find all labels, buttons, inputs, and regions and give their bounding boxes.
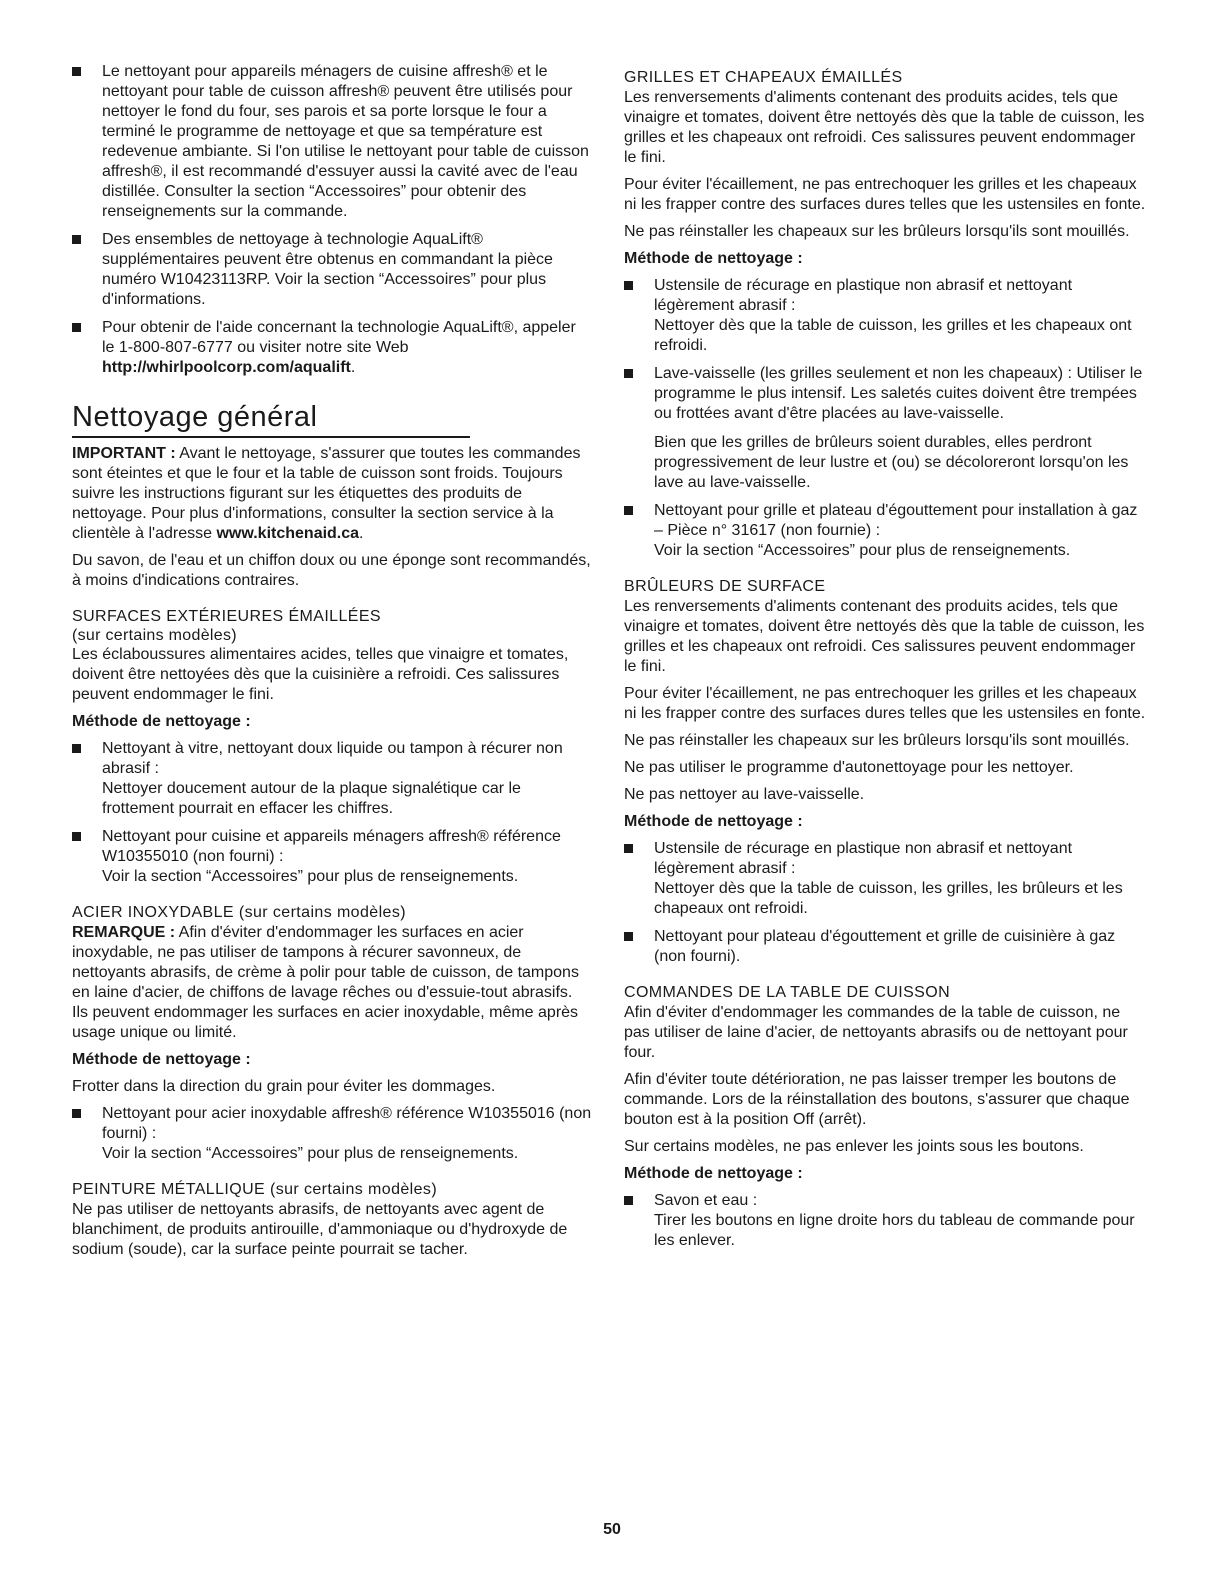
bullet-detail: Tirer les boutons en ligne droite hors du tableau de commande pour les enlever.	[654, 1212, 1135, 1249]
list-item	[624, 927, 1148, 967]
list-item	[72, 230, 592, 310]
bullet-text: Nettoyant pour grille et plateau d'égouttement pour installation à gaz – Pièce n° 31617 (non fournie) :	[654, 502, 1138, 539]
page-number: 50	[603, 1521, 621, 1538]
aqualift-link[interactable]: http://whirlpoolcorp.com/aqualift	[102, 359, 351, 376]
left-column	[72, 62, 592, 1267]
bullet-detail: Nettoyer dès que la table de cuisson, les grilles, les brûleurs et les chapeaux ont refroidi.	[654, 880, 1123, 917]
bullet-text: Des ensembles de nettoyage à technologie AquaLift® supplémentaires peuvent être obtenus en commandant la pièce numéro W10423113RP. Voir la section “Accessoires” pour plus d'informations.	[102, 231, 553, 308]
bullet-square-icon	[624, 844, 633, 853]
section-title: Nettoyage général	[72, 401, 318, 433]
subsection-heading: COMMANDES DE LA TABLE DE CUISSON	[624, 984, 951, 1001]
bullet-detail: Voir la section “Accessoires” pour plus de renseignements.	[102, 868, 519, 885]
list-item	[624, 276, 1148, 356]
subsection-note: (sur certains modèles)	[238, 904, 406, 921]
bullet-square-icon	[72, 832, 81, 841]
subsection-heading: GRILLES ET CHAPEAUX ÉMAILLÉS	[624, 69, 903, 86]
remark-label: REMARQUE :	[72, 924, 176, 941]
bullet-text: Ustensile de récurage en plastique non abrasif et nettoyant légèrement abrasif :	[654, 840, 1073, 877]
list-item	[72, 62, 592, 222]
list-item	[72, 318, 592, 378]
bullet-square-icon	[624, 506, 633, 515]
paragraph: Les renversements d'aliments contenant des produits acides, tels que vinaigre et tomates, doivent être nettoyés dès que la table de cuisson, les grilles et les chapeaux ont refroidi. Ces salissures peuvent endommager le fini.	[624, 89, 1145, 166]
method-label: Méthode de nettoyage :	[624, 813, 803, 830]
paragraph: Ne pas utiliser le programme d'autonettoyage pour les nettoyer.	[624, 759, 1074, 776]
important-label: IMPORTANT :	[72, 445, 176, 462]
paragraph: Les éclaboussures alimentaires acides, telles que vinaigre et tomates, doivent être nettoyées dès que la cuisinière a refroidi. Ces salissures peuvent endommager le fini.	[72, 646, 569, 703]
paragraph: Ne pas réinstaller les chapeaux sur les brûleurs lorsqu'ils sont mouillés.	[624, 223, 1130, 240]
subsection-heading	[72, 1180, 592, 1200]
list-item	[624, 501, 1148, 561]
remark-text: Afin d'éviter d'endommager les surfaces en acier inoxydable, ne pas utiliser de tampons à récurer savonneux, de nettoyants abrasifs, de crème à polir pour table de cuisson, de tampons en laine d'acier, de chiffons de lavage rêches ou d'essuie-tout abrasifs. Ils peuvent endommager les surfaces en acier inoxydable, même après usage unique ou limité.	[72, 924, 579, 1041]
aqualift-text: Pour obtenir de l'aide concernant la technologie AquaLift®, appeler le 1-800-807-6777 ou visiter notre site Web	[102, 319, 576, 356]
paragraph: Ne pas utiliser de nettoyants abrasifs, de nettoyants avec agent de blanchiment, de produits antirouille, d'ammoniaque ou d'hydroxyde de sodium (soude), car la surface peinte pourrait se tacher.	[72, 1201, 568, 1258]
bullet-text: Ustensile de récurage en plastique non abrasif et nettoyant légèrement abrasif :	[654, 277, 1073, 314]
bullet-square-icon	[72, 67, 81, 76]
list-item	[624, 364, 1148, 493]
soap-paragraph: Du savon, de l'eau et un chiffon doux ou une éponge sont recommandés, à moins d'indications contraires.	[72, 552, 591, 589]
bullet-text: Nettoyant à vitre, nettoyant doux liquide ou tampon à récurer non abrasif :	[102, 740, 563, 777]
subsection-heading: BRÛLEURS DE SURFACE	[624, 578, 826, 595]
bullet-detail: Nettoyer doucement autour de la plaque signalétique car le frottement pourrait en effacer les chiffres.	[102, 780, 521, 817]
important-paragraph	[72, 444, 592, 544]
list-item	[72, 739, 592, 819]
bullet-text	[102, 318, 592, 378]
heading-text: ACIER INOXYDABLE	[72, 904, 235, 921]
paragraph: Sur certains modèles, ne pas enlever les joints sous les boutons.	[624, 1138, 1084, 1155]
bullet-square-icon	[624, 932, 633, 941]
subsection-heading	[72, 903, 592, 923]
bullet-square-icon	[72, 235, 81, 244]
list-item	[624, 1191, 1148, 1251]
bullet-detail: Bien que les grilles de brûleurs soient durables, elles perdront progressivement de leur lustre et (ou) se décoloreront lorsqu'on les lave au lave-vaisselle.	[654, 434, 1129, 491]
punctuation: .	[350, 359, 356, 376]
method-label: Méthode de nettoyage :	[72, 713, 251, 730]
paragraph: Les renversements d'aliments contenant des produits acides, tels que vinaigre et tomates, doivent être nettoyés dès que la table de cuisson, les grilles et les chapeaux ont refroidi. Ces salissures peuvent endommager le fini.	[624, 598, 1145, 675]
subsection-note: (sur certains modèles)	[269, 1181, 438, 1198]
paragraph: Pour éviter l'écaillement, ne pas entrechoquer les grilles et les chapeaux ni les frapper contre des surfaces dures telles que les ustensiles en fonte.	[624, 685, 1146, 722]
bullet-square-icon	[72, 323, 81, 332]
bullet-detail: Voir la section “Accessoires” pour plus de renseignements.	[654, 542, 1071, 559]
paragraph: Afin d'éviter d'endommager les commandes de la table de cuisson, ne pas utiliser de laine d'acier, de nettoyants abrasifs ou de nettoyant pour four.	[624, 1004, 1128, 1061]
paragraph: Ne pas nettoyer au lave-vaisselle.	[624, 786, 865, 803]
kitchenaid-link[interactable]: www.kitchenaid.ca	[216, 525, 360, 542]
bullet-detail: Nettoyer dès que la table de cuisson, les grilles et les chapeaux ont refroidi.	[654, 317, 1132, 354]
bullet-square-icon	[624, 281, 633, 290]
paragraph: Afin d'éviter toute détérioration, ne pas laisser tremper les boutons de commande. Lors de la réinstallation des boutons, s'assurer que chaque bouton est à la position Off (arrêt).	[624, 1071, 1130, 1128]
paragraph: Ne pas réinstaller les chapeaux sur les brûleurs lorsqu'ils sont mouillés.	[624, 732, 1130, 749]
list-item	[624, 839, 1148, 919]
list-item	[72, 1104, 592, 1164]
important-text: Avant le nettoyage, s'assurer que toutes les commandes sont éteintes et que le four et la table de cuisson sont froids. Toujours suivre les instructions figurant sur les étiquettes des produits de nettoyage. Pour plus d'informations, consulter la section service à la clientèle à l'adresse	[72, 445, 581, 542]
list-item	[72, 827, 592, 887]
subsection-note: (sur certains modèles)	[72, 627, 237, 644]
subsection-heading: SURFACES EXTÉRIEURES ÉMAILLÉES	[72, 608, 381, 625]
punctuation: .	[359, 525, 364, 542]
bullet-text: Nettoyant pour acier inoxydable affresh® référence W10355016 (non fourni) :	[102, 1105, 592, 1142]
title-underline	[72, 436, 470, 438]
bullet-text: Nettoyant pour plateau d'égouttement et grille de cuisinière à gaz (non fourni).	[654, 928, 1116, 965]
paragraph: Pour éviter l'écaillement, ne pas entrechoquer les grilles et les chapeaux ni les frapper contre des surfaces dures telles que les ustensiles en fonte.	[624, 176, 1146, 213]
bullet-square-icon	[72, 744, 81, 753]
paragraph: Frotter dans la direction du grain pour éviter les dommages.	[72, 1078, 496, 1095]
bullet-square-icon	[624, 369, 633, 378]
bullet-text: Savon et eau :	[654, 1192, 758, 1209]
bullet-square-icon	[72, 1109, 81, 1118]
heading-text: PEINTURE MÉTALLIQUE	[72, 1181, 266, 1198]
right-column	[624, 62, 1148, 1259]
method-label: Méthode de nettoyage :	[72, 1051, 251, 1068]
bullet-text: Nettoyant pour cuisine et appareils ménagers affresh® référence W10355010 (non fourni) :	[102, 828, 561, 865]
bullet-detail: Voir la section “Accessoires” pour plus de renseignements.	[102, 1145, 519, 1162]
bullet-text: Le nettoyant pour appareils ménagers de cuisine affresh® et le nettoyant pour table de cuisson affresh® peuvent être utilisés pour nettoyer le fond du four, ses parois et sa porte lorsque le four a terminé le programme de nettoyage et que sa température est redevenue ambiante. Si l'on utilise le nettoyant pour table de cuisson affresh®, il est recommandé d'essuyer aussi la cavité avec de l'eau distillée. Consulter la section “Accessoires” pour obtenir des renseignements sur la commande.	[102, 63, 589, 220]
method-label: Méthode de nettoyage :	[624, 1165, 803, 1182]
method-label: Méthode de nettoyage :	[624, 250, 803, 267]
remark-paragraph	[72, 923, 592, 1043]
bullet-square-icon	[624, 1196, 633, 1205]
bullet-text: Lave-vaisselle (les grilles seulement et non les chapeaux) : Utiliser le programme le plus intensif. Les saletés cuites doivent être trempées ou frottées avant d'être placées au lave-vaisselle.	[654, 365, 1143, 422]
